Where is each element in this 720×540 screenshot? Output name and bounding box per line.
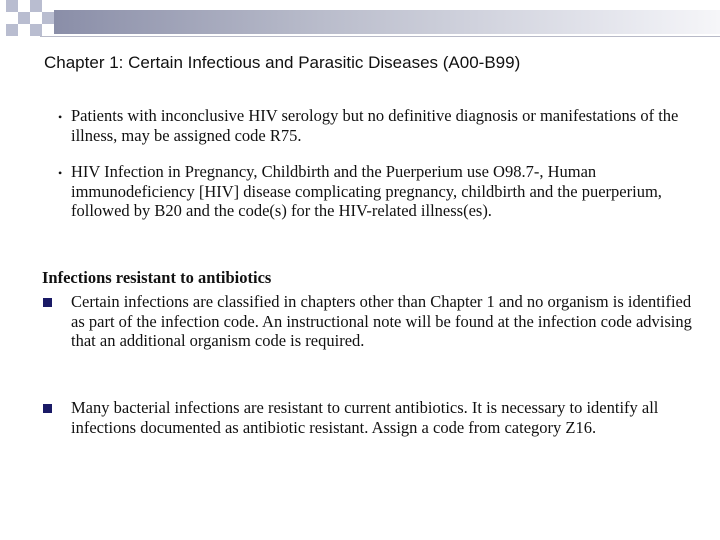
bullet-marker: •	[58, 110, 63, 124]
slide-title: Chapter 1: Certain Infectious and Parasitic Diseases (A00-B99)	[44, 53, 521, 72]
header-divider	[40, 36, 720, 37]
square-bullet-icon	[43, 298, 52, 307]
subitem-text-1: Certain infections are classified in chapters other than Chapter 1 and no organism is identified as part of the infection code. An instructional note will be found at the infection code advising that an additional organism code is required.	[71, 292, 692, 350]
subitem-text-2: Many bacterial infections are resistant to current antibiotics. It is necessary to identify all infections documented as antibiotic resistant. Assign a code from category Z16.	[71, 398, 659, 437]
header-gradient-bar	[54, 10, 720, 34]
bullet-text-2: HIV Infection in Pregnancy, Childbirth and the Puerperium use O98.7-, Human immunodeficiency [HIV] disease complicating pregnancy, childbirth and the puerperium, followed by B20 and the code(s) for the HIV-related illness(es).	[71, 162, 662, 220]
bullet-marker: •	[58, 166, 63, 180]
bullet-text-1: Patients with inconclusive HIV serology but no definitive diagnosis or manifestations of the illness, may be assigned code R75.	[71, 106, 679, 145]
decorative-checker-pattern	[0, 0, 60, 36]
section-heading: Infections resistant to antibiotics	[42, 268, 272, 287]
square-bullet-icon	[43, 404, 52, 413]
